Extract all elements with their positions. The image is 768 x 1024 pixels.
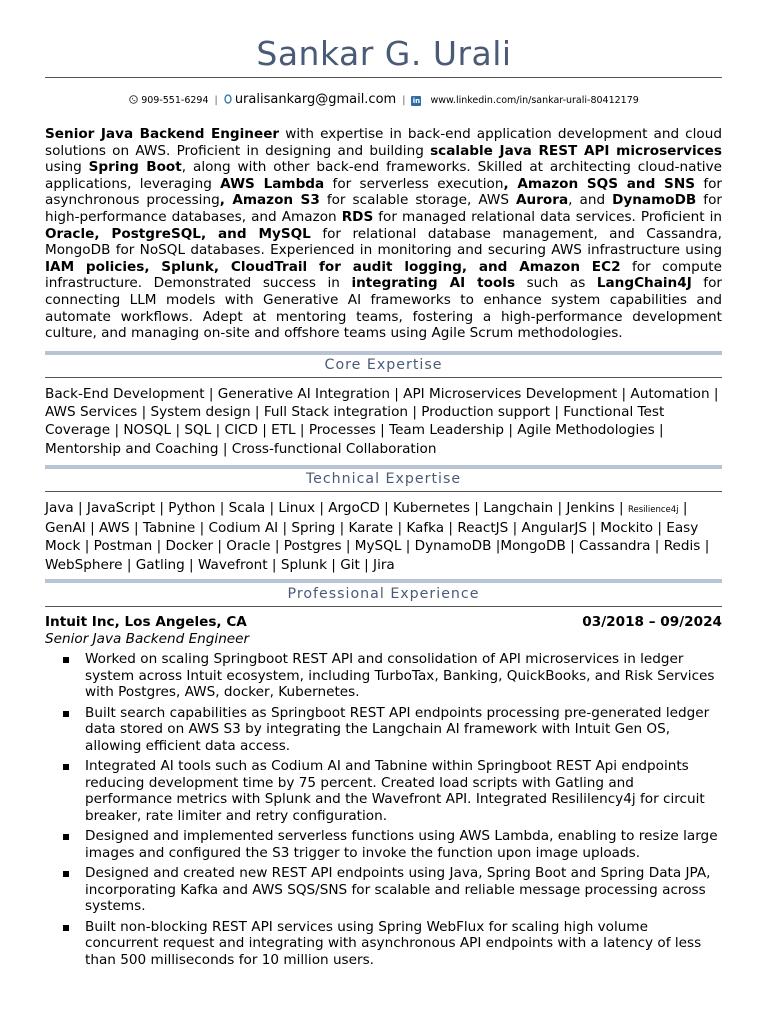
- linkedin-link[interactable]: www.linkedin.com/in/sankar-urali-80412179: [430, 95, 639, 106]
- contact-separator: |: [214, 95, 218, 106]
- summary-keyword: LangChain4J: [596, 275, 692, 292]
- summary-keyword: , Amazon SQS and SNS: [503, 175, 695, 192]
- summary-keyword: scalable Java REST API microservices: [430, 142, 722, 159]
- bullet-text: Designed and created new REST API endpoints using Java, Spring Boot and Spring Data JPA, incorporating Kafka and AWS SQS/SNS for scalable and reliable message processing across systems.: [85, 865, 711, 914]
- bullet-square-icon: [63, 925, 69, 931]
- bullet-square-icon: [63, 764, 69, 770]
- job-bullet: [45, 705, 722, 755]
- summary-text: for relational database management, and Cassandra, MongoDB for NoSQL databases. Experienced in monitoring and securing AWS infrastructure using: [45, 225, 722, 259]
- professional-experience-heading: Professional Experience: [287, 586, 480, 602]
- section-divider: [45, 491, 722, 492]
- summary-keyword: Aurora: [516, 192, 569, 209]
- email-link[interactable]: uralisankarg@gmail.com: [234, 92, 397, 107]
- job-title: Senior Java Backend Engineer: [45, 631, 250, 647]
- tech-list-small: Resilience4j: [627, 505, 679, 515]
- linkedin-icon: in: [412, 97, 421, 105]
- tech-list-part: Java | JavaScript | Python | Scala | Linux | ArgoCD | Kubernetes | Langchain | Jenkins |: [45, 500, 628, 516]
- job-bullet: [45, 919, 722, 969]
- job-bullet: [45, 651, 722, 701]
- summary-text: , along with other back-end frameworks. Skilled at architecting cloud-native applications, leveraging: [45, 159, 722, 192]
- core-expertise-list: Back-End Development | Generative AI Integration | API Microservices Development | Automation | AWS Services | System design | Full Stack integration | Production support | Functional Test Coverage | NOSQL | SQL | CICD | ETL | Processes | Team Leadership | Agile Methodologies | Mentorship and Coaching | Cross-functional Collaboration: [45, 386, 719, 457]
- summary-text: for scalable storage, AWS: [319, 192, 517, 209]
- summary-text: with expertise in back-end application development and cloud solutions on AWS. Proficient in designing and building: [45, 126, 722, 159]
- summary-text: such as: [515, 275, 597, 292]
- phone-number: 909-551-6294: [141, 95, 209, 106]
- email-icon: [224, 94, 232, 107]
- contact-line: [0, 92, 768, 107]
- summary-keyword: DynamoDB: [612, 192, 697, 209]
- section-divider: [45, 377, 722, 378]
- summary-text: for serverless execution: [324, 175, 504, 192]
- summary-keyword: Senior Java Backend Engineer: [45, 126, 280, 142]
- job-bullet: [45, 865, 722, 915]
- summary-keyword: integrating AI tools: [351, 275, 516, 292]
- section-bar: [45, 465, 722, 469]
- job-dates: 03/2018 – 09/2024: [582, 614, 722, 630]
- bullet-square-icon: [63, 711, 69, 717]
- header-divider: [45, 77, 722, 78]
- bullet-square-icon: [63, 657, 69, 663]
- job-header: [45, 614, 722, 630]
- summary-text: for connecting LLM models with Generative AI frameworks to enhance system capabilities and automate workflows. Adept at mentoring teams, fostering a high-performance development culture, and managing on-site and offshore teams using Agile Scrum methodologies.: [45, 275, 722, 342]
- company-location: Intuit Inc, Los Angeles, CA: [45, 614, 247, 630]
- section-divider: [45, 606, 722, 607]
- summary-keyword: Oracle, PostgreSQL, and MySQL: [45, 225, 311, 242]
- bullet-text: Worked on scaling Springboot REST API and consolidation of API microservices in ledger system across Intuit ecosystem, including TurboTax, Banking, QuickBooks, and Risk Services with Postgres, AWS, docker, Kubernetes.: [85, 651, 715, 700]
- bullet-text: Built search capabilities as Springboot REST API endpoints processing pre-generated ledger data stored on AWS S3 by integrating the Langchain AI framework with Intuit Gen OS, allowing efficient data access.: [85, 704, 710, 754]
- bullet-square-icon: [63, 834, 69, 840]
- summary-keyword: , Amazon S3: [219, 192, 320, 209]
- technical-expertise-heading: Technical Expertise: [305, 471, 462, 487]
- summary-keyword: Spring Boot: [88, 159, 182, 176]
- summary-text: for high-performance databases, and Amazon: [45, 192, 722, 225]
- bullet-text: Built non-blocking REST API services using Spring WebFlux for scaling high volume concurrent request and integrating with asynchronous API endpoints with a latency of less than 500 milliseconds for 10 million users.: [85, 918, 702, 968]
- section-bar: [45, 351, 722, 355]
- job-bullet: [45, 828, 722, 861]
- tech-list-part: | GenAI | AWS | Tabnine | Codium AI | Spring | Karate | Kafka | ReactJS | AngularJS | Mockito | Easy Mock | Postman | Docker | Oracle | Postgres | MySQL | DynamoDB |MongoDB | Cassandra | Redis | WebSphere | Gatling | Wavefront | Splunk | Git | Jira: [45, 500, 710, 573]
- phone-icon: [129, 95, 138, 107]
- job-bullets: [45, 651, 722, 972]
- core-expertise-heading: Core Expertise: [324, 357, 443, 373]
- candidate-name: Sankar G. Urali: [256, 34, 512, 73]
- bullet-text: Designed and implemented serverless functions using AWS Lambda, enabling to resize large images and configured the S3 trigger to invoke the function upon image uploads.: [85, 828, 718, 861]
- summary-text: for compute infrastructure. Demonstrated success in: [45, 258, 723, 292]
- summary-keyword: RDS: [341, 208, 374, 225]
- summary-text: using: [45, 159, 89, 176]
- technical-expertise-list: [45, 499, 722, 574]
- summary-text: , and: [568, 192, 613, 209]
- bullet-square-icon: [63, 871, 69, 877]
- summary-keyword: AWS Lambda: [220, 175, 325, 192]
- contact-separator: |: [402, 95, 406, 106]
- summary-keyword: IAM policies, Splunk, CloudTrail for audit logging, and Amazon EC2: [45, 258, 621, 275]
- bullet-text: Integrated AI tools such as Codium AI and Tabnine within Springboot REST Api endpoints reducing development time by 75 percent. Created load scripts with Gatling and performance metrics with Splunk and the Wavefront API. Integrated Resililency4j for circuit breaker, rate limiter and retry configuration.: [85, 758, 705, 824]
- summary-text: for managed relational data services. Proficient in: [373, 208, 723, 225]
- professional-summary: [45, 126, 722, 342]
- job-bullet: [45, 758, 722, 824]
- summary-text: for asynchronous processing: [45, 175, 723, 209]
- section-bar: [45, 579, 722, 583]
